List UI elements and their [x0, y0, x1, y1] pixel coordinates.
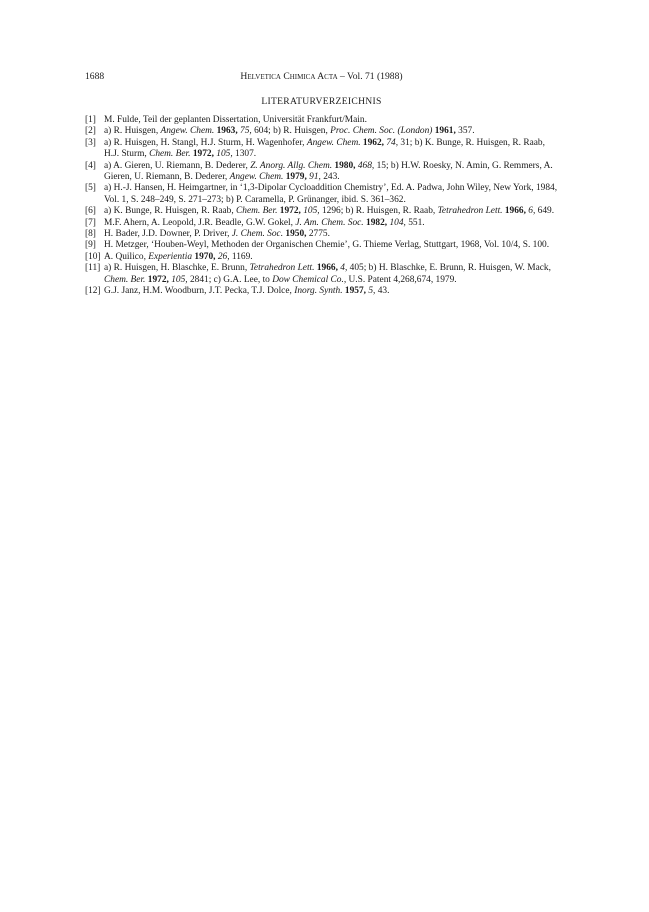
reference-year-bold: 1972, — [192, 149, 214, 160]
reference-year-bold: 1982, — [366, 217, 388, 228]
reference-segment: 2775. — [306, 229, 330, 240]
section-title: LITERATURVERZEICHNIS — [261, 96, 382, 107]
reference-text — [104, 138, 545, 159]
reference-segment: G.J. Janz, H.M. Woodburn, J.T. Pecka, T.J. Dolce, — [104, 286, 295, 297]
reference-segment: M. Fulde, Teil der geplanten Dissertation, Universität Frankfurt/Main. — [104, 115, 367, 125]
reference-year-bold: 1972, — [147, 274, 169, 285]
reference-journal-italic: Chem. Ber. — [236, 206, 278, 217]
reference-number: [7] — [85, 217, 96, 228]
reference-year-bold: 1966, — [316, 263, 338, 274]
reference-year-bold: 1979, — [285, 172, 307, 183]
reference-journal-italic: 91, — [309, 172, 321, 183]
reference-segment: H. Metzger, ‘Houben-Weyl, Methoden der Organischen Chemie’, G. Thieme Verlag, Stuttgart, 1968, Vol. 10/4, S. 100. — [104, 240, 550, 251]
reference-segment: A. Quilico, — [104, 251, 149, 262]
reference-year-bold: 1980, — [334, 160, 356, 171]
reference-year-bold: 1962, — [362, 137, 385, 148]
reference-list — [85, 115, 558, 298]
reference-item — [85, 218, 558, 229]
reference-segment: a) R. Huisgen, H. Stangl, H.J. Sturm, H. Wagenhofer, — [104, 137, 307, 148]
reference-journal-italic: 26, — [217, 251, 230, 262]
reference-segment: 604; b) R. Huisgen, — [251, 126, 331, 137]
reference-number: [4] — [85, 160, 96, 171]
reference-item — [85, 252, 558, 263]
reference-item — [85, 240, 558, 251]
reference-segment: 357. — [455, 126, 475, 137]
reference-segment: a) K. Bunge, R. Huisgen, R. Raab, — [104, 206, 237, 217]
reference-year-bold: 1961, — [434, 126, 456, 137]
reference-segment: a) R. Huisgen, — [104, 126, 161, 137]
reference-year-bold: 1970, — [194, 251, 216, 262]
journal-citation — [85, 70, 558, 84]
reference-journal-italic: Tetrahedron Lett. — [249, 263, 315, 274]
reference-text — [104, 126, 475, 136]
reference-journal-italic: Experientia — [148, 251, 193, 262]
reference-number: [11] — [85, 263, 101, 274]
reference-journal-italic: J. Am. Chem. Soc. — [295, 217, 364, 228]
reference-journal-italic: 105, — [216, 149, 233, 160]
reference-journal-italic: Angew. Chem. — [160, 126, 215, 137]
journal-name: Helvetica Chimica Acta — [240, 71, 338, 82]
reference-year-bold: 1966, — [504, 206, 526, 217]
reference-journal-italic: 105, — [303, 206, 320, 217]
reference-text — [104, 263, 551, 284]
reference-number: [3] — [85, 137, 96, 148]
reference-journal-italic: 75, — [240, 126, 252, 137]
page-number: 1688 — [85, 71, 105, 82]
reference-segment: a) A. Gieren, U. Riemann, B. Dederer, — [104, 160, 251, 171]
reference-text — [104, 218, 425, 228]
reference-number: [8] — [85, 229, 96, 240]
reference-segment: U.S. Patent 4,268,674, 1979. — [346, 274, 457, 285]
reference-number: [6] — [85, 206, 96, 217]
reference-item — [85, 161, 558, 184]
reference-segment: 15; b) H.W. Roesky, N. Amin, G. Remmers, A. Gieren, U. Riemann, B. Dederer, — [104, 160, 553, 183]
reference-journal-italic: Proc. Chem. Soc. (London) — [330, 126, 433, 137]
reference-journal-italic: 4, — [340, 263, 348, 274]
reference-segment: M.F. Ahern, A. Leopold, J.R. Beadle, G.W. Gokel, — [104, 217, 296, 228]
reference-number: [10] — [85, 251, 101, 262]
reference-item — [85, 138, 558, 161]
journal-volume: Vol. 71 (1988) — [347, 71, 403, 82]
reference-text — [104, 206, 554, 216]
reference-journal-italic: Dow Chemical Co., — [272, 274, 347, 285]
reference-segment: 31; b) K. Bunge, R. Huisgen, R. Raab, H.J. Sturm, — [104, 137, 545, 160]
reference-journal-italic: Chem. Ber. — [149, 149, 191, 160]
reference-segment: 243. — [320, 172, 340, 183]
reference-text — [104, 183, 557, 204]
reference-item — [85, 206, 558, 217]
reference-journal-italic: Angew. Chem. — [306, 137, 361, 148]
reference-segment: 1169. — [229, 251, 253, 262]
reference-text — [104, 115, 367, 125]
reference-journal-italic: Tetrahedron Lett. — [437, 206, 503, 217]
reference-journal-italic: Angew. Chem. — [229, 172, 284, 183]
reference-number: [2] — [85, 126, 96, 137]
reference-journal-italic: 105, — [171, 274, 188, 285]
reference-item — [85, 286, 558, 297]
reference-segment: a) R. Huisgen, H. Blaschke, E. Brunn, — [104, 263, 250, 274]
reference-segment: 1307. — [232, 149, 257, 160]
reference-text — [104, 286, 389, 296]
reference-text — [104, 229, 330, 239]
reference-journal-italic: 6, — [528, 206, 536, 217]
reference-item — [85, 183, 558, 206]
reference-text — [104, 161, 553, 182]
running-header — [85, 70, 558, 84]
reference-journal-italic: 5, — [368, 286, 376, 297]
reference-year-bold: 1950, — [285, 229, 307, 240]
reference-segment: 43. — [375, 286, 390, 297]
reference-item — [85, 263, 558, 286]
reference-segment: 1296; b) R. Huisgen, R. Raab, — [319, 206, 438, 217]
reference-year-bold: 1963, — [216, 126, 238, 137]
reference-text — [104, 240, 549, 250]
reference-number: [5] — [85, 183, 96, 194]
reference-journal-italic: 104, — [389, 217, 406, 228]
reference-item — [85, 126, 558, 137]
reference-number: [12] — [85, 286, 101, 297]
reference-segment: H. Bader, J.D. Downer, P. Driver, — [104, 229, 232, 240]
reference-number: [9] — [85, 240, 96, 251]
reference-journal-italic: J. Chem. Soc. — [231, 229, 284, 240]
reference-segment: 649. — [535, 206, 555, 217]
reference-item — [85, 229, 558, 240]
reference-year-bold: 1972, — [279, 206, 301, 217]
reference-number: [1] — [85, 115, 96, 125]
journal-separator: – — [337, 71, 348, 82]
reference-journal-italic: Inorg. Synth. — [294, 286, 343, 297]
reference-text — [104, 252, 253, 262]
reference-year-bold: 1957, — [344, 286, 366, 297]
reference-journal-italic: Chem. Ber. — [104, 274, 146, 285]
reference-item — [85, 115, 558, 126]
reference-segment: 551. — [405, 217, 425, 228]
reference-segment: 2841; c) G.A. Lee, to — [187, 274, 273, 285]
reference-journal-italic: 74, — [386, 137, 399, 148]
reference-segment: 405; b) H. Blaschke, E. Brunn, R. Huisgen, W. Mack, — [347, 263, 551, 274]
reference-segment: a) H.-J. Hansen, H. Heimgartner, in ‘1,3-Dipolar Cycloaddition Chemistry’, Ed. A. Padwa, John Wiley, New York, 1984, Vol. 1, S. 248–249, S. 271–273; b) P. Caramella, P. Grünanger, ibid. S. 361–362. — [104, 183, 558, 205]
reference-journal-italic: Z. Anorg. Allg. Chem. — [250, 160, 333, 171]
reference-journal-italic: 468, — [357, 160, 375, 171]
